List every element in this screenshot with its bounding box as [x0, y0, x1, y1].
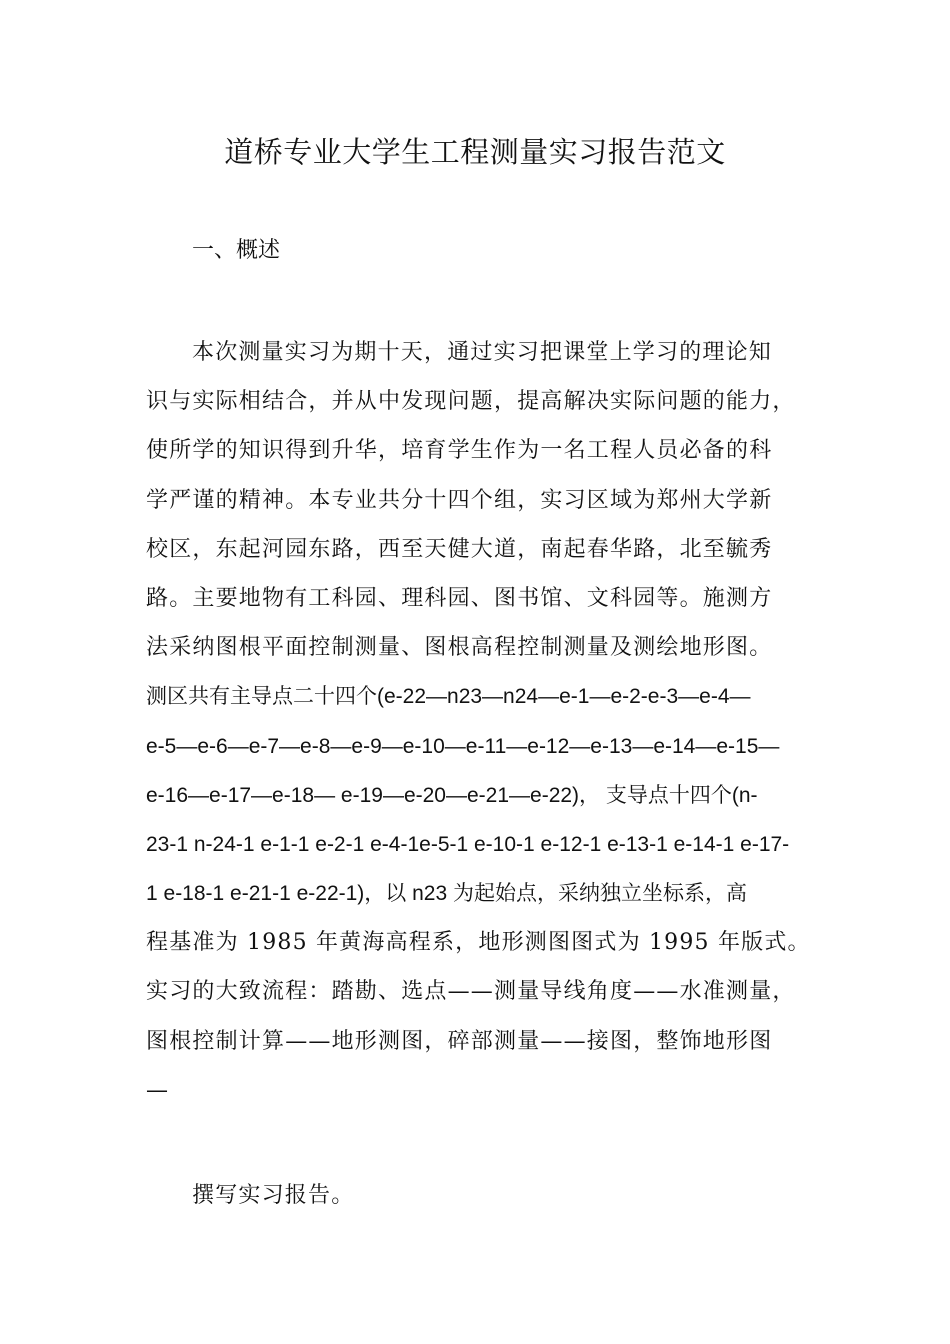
paragraph-line: 图根控制计算——地形测图，碎部测量——接图，整饰地形图: [146, 1028, 773, 1054]
paragraph-line: 学严谨的精神。本专业共分十四个组，实习区域为郑州大学新: [146, 487, 773, 513]
paragraph-line: 路。主要地物有工科园、理科园、图书馆、文科园等。施测方: [146, 585, 773, 611]
paragraph-line: 1 e-18-1 e-21-1 e-22-1)，以 n23 为起始点，采纳独立坐标系，高: [146, 882, 747, 906]
paragraph-line: 23-1 n-24-1 e-1-1 e-2-1 e-4-1e-5-1 e-10-1 e-12-1 e-13-1 e-14-1 e-17-: [146, 832, 790, 856]
document-title: 道桥专业大学生工程测量实习报告范文: [224, 135, 726, 169]
paragraph-line: 法采纳图根平面控制测量、图根高程控制测量及测绘地形图。: [146, 635, 773, 661]
section-heading: 一、概述: [192, 238, 281, 263]
paragraph-line: 校区，东起河园东路，西至天健大道，南起春华路，北至毓秀: [146, 536, 773, 562]
paragraph-line: e-16—e-17—e-18— e-19—e-20—e-21—e-22)， 支导点十四个(n-: [146, 783, 758, 807]
paragraph-line: 识与实际相结合，并从中发现问题，提高解决实际问题的能力，: [146, 389, 796, 415]
overview-paragraph: [146, 335, 826, 1122]
closing-line: 撰写实习报告。: [192, 1183, 355, 1208]
paragraph-line: —: [146, 1077, 170, 1103]
paragraph-line: 测区共有主导点二十四个(e-22—n23—n24—e-1—e-2-e-3—e-4—: [146, 685, 751, 709]
paragraph-line: e-5—e-6—e-7—e-8—e-9—e-10—e-11—e-12—e-13—e-14—e-15—: [146, 734, 780, 758]
paragraph-line: 使所学的知识得到升华，培育学生作为一名工程人员必备的科: [146, 438, 773, 464]
paragraph-line: 程基准为 1985 年黄海高程系，地形测图图式为 1995 年版式。: [146, 930, 811, 956]
paragraph-line: 实习的大致流程：踏勘、选点——测量导线角度——水准测量，: [146, 979, 796, 1005]
paragraph-line: 本次测量实习为期十天，通过实习把课堂上学习的理论知: [192, 340, 773, 365]
